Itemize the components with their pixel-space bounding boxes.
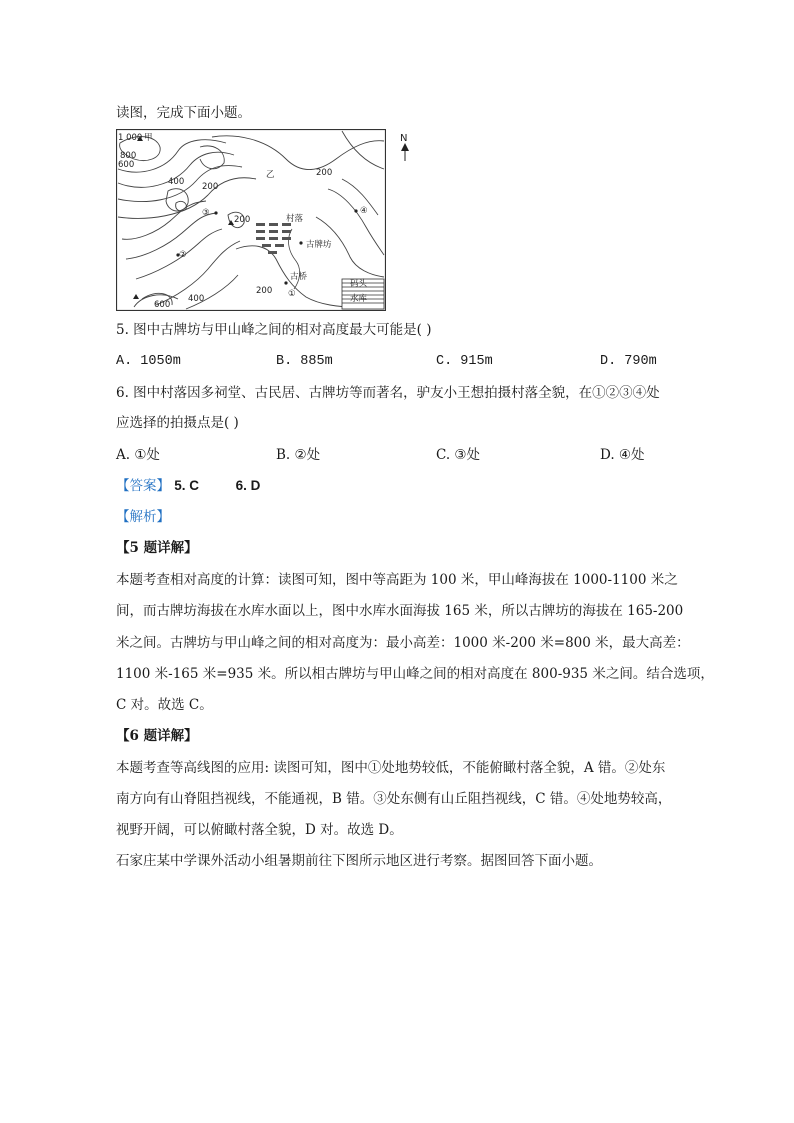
detail-6-line-1: 本题考查等高线图的应用: 读图可知，图中①处地势较低，不能俯瞰村落全貌，A 错。②处东 xyxy=(116,760,666,776)
detail-5-line-5: C 对。故选 C。 xyxy=(116,697,213,713)
point-3-label: ③ xyxy=(202,208,210,218)
peak-name-label: 甲 xyxy=(144,133,153,143)
north-label: N xyxy=(400,133,408,144)
dock-label: 码头 xyxy=(350,279,368,289)
q5-option-d: D. 790m xyxy=(600,354,657,369)
contour-label-200: 200 xyxy=(202,182,219,192)
contour-label-200c: 200 xyxy=(234,215,251,225)
detail-6-line-2: 南方向有山脊阻挡视线，不能通视，B 错。③处东侧有山丘阻挡视线，C 错。④处地势较高， xyxy=(116,791,672,807)
north-arrow-icon xyxy=(396,131,414,163)
contour-label-400: 400 xyxy=(168,177,185,187)
q5-option-c: C. 915m xyxy=(436,354,493,369)
answer-6: 6. D xyxy=(235,478,261,493)
detail-5-line-2: 间，而古牌坊海拔在水库水面以上，图中水库水面海拔 165 米，所以古牌坊的海拔在 165-200 xyxy=(116,603,684,619)
detail-5-line-1: 本题考查相对高度的计算：读图可知，图中等高距为 100 米，甲山峰海拔在 1000-1100 米之 xyxy=(116,572,678,588)
answer-row xyxy=(116,477,260,495)
peak-elevation-label: 1 000 xyxy=(118,133,143,143)
q5-option-b: B. 885m xyxy=(276,354,333,369)
point-4-label: ④ xyxy=(360,206,368,216)
contour-label-800: 800 xyxy=(120,151,137,161)
detail-6-line-3: 视野开阔，可以俯瞰村落全貌，D 对。故选 D。 xyxy=(116,822,403,838)
detail-6-title: 【6 题详解】 xyxy=(116,728,198,744)
contour-label-600: 600 xyxy=(118,160,135,170)
answer-5: 5. C xyxy=(174,478,200,493)
detail-5-title: 【5 题详解】 xyxy=(116,540,198,556)
point-2-label: ② xyxy=(179,250,187,260)
q6-option-b: B. ②处 xyxy=(276,447,321,463)
bridge-label: 古桥 xyxy=(290,272,308,282)
detail-5-line-4: 1100 米-165 米=935 米。所以相古牌坊与甲山峰之间的相对高度在 800-935 米之间。结合选项， xyxy=(116,666,714,682)
contour-label-600b: 600 xyxy=(154,300,171,310)
point-1-label: ① xyxy=(288,289,296,299)
detail-5-line-3: 米之间。古牌坊与甲山峰之间的相对高度为：最小高差：1000 米-200 米=800 米，最大高差： xyxy=(116,635,690,651)
q6-option-c: C. ③处 xyxy=(436,447,481,463)
q5-option-a: A. 1050m xyxy=(116,354,181,369)
answer-label: 【答案】 xyxy=(116,478,170,494)
intro-text: 读图，完成下面小题。 xyxy=(116,105,251,121)
contour-label-200d: 200 xyxy=(256,286,273,296)
question-5-stem: 5. 图中古牌坊与甲山峰之间的相对高度最大可能是( ) xyxy=(116,322,432,338)
question-6-stem-line2: 应选择的拍摄点是( ) xyxy=(116,415,239,431)
archway-label: 古牌坊 xyxy=(306,240,332,250)
contour-label-400b: 400 xyxy=(188,294,205,304)
next-intro-text: 石家庄某中学课外活动小组暑期前往下图所示地区进行考察。据图回答下面小题。 xyxy=(116,853,602,869)
yi-label: 乙 xyxy=(266,170,275,180)
reservoir-label: 水库 xyxy=(350,294,368,304)
contour-map xyxy=(116,129,386,311)
village-label: 村落 xyxy=(286,214,304,224)
q6-option-a: A. ①处 xyxy=(116,447,160,463)
question-6-stem-line1: 6. 图中村落因多祠堂、古民居、古牌坊等而著名，驴友小王想拍摄村落全貌，在①②③④处 xyxy=(116,385,660,401)
contour-label-200b: 200 xyxy=(316,168,333,178)
analysis-label: 【解析】 xyxy=(116,509,170,525)
q6-option-d: D. ④处 xyxy=(600,447,645,463)
